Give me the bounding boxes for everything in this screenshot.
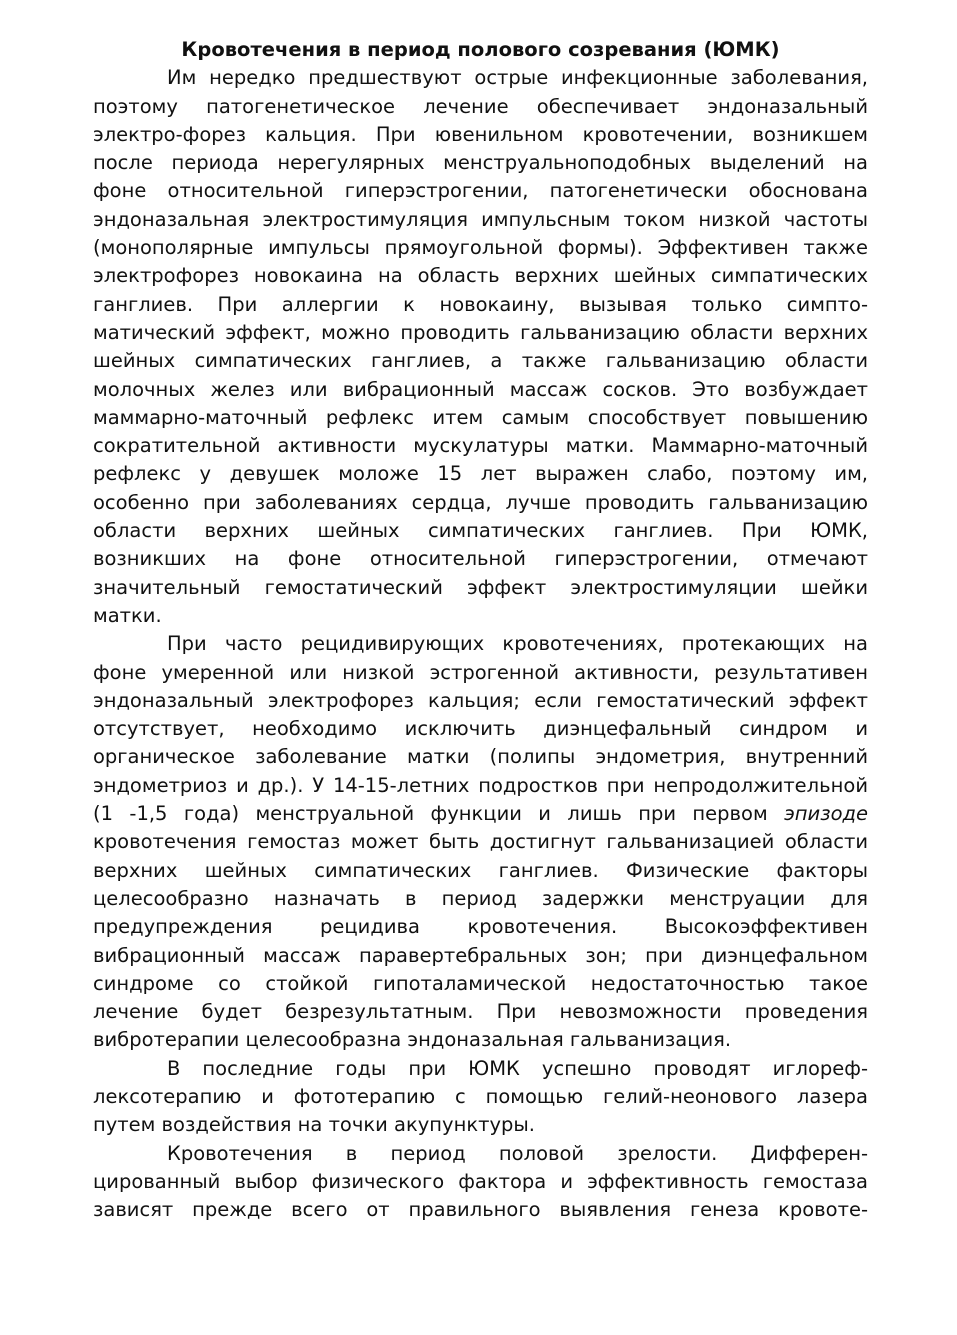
text-fragment: (1 -1,5 года) менструальной функции и лишь при первом bbox=[93, 802, 768, 826]
text-line: ганглиев. При аллергии к новокаину, вызывая только симпто- bbox=[93, 292, 868, 316]
text-line: особенно при заболеваниях сердца, лучше проводить гальванизацию bbox=[93, 490, 868, 514]
text-line: электрофорез новокаина на область верхних шейных симпатических bbox=[93, 264, 868, 288]
text-line: матический эффект, можно проводить гальванизацию области верхних bbox=[93, 320, 868, 344]
text-line: поэтому патогенетическое лечение обеспечивает эндоназальный bbox=[93, 94, 868, 118]
paragraph-2 bbox=[93, 630, 868, 1054]
text-line: фоне относительной гиперэстрогении, патогенетически обоснована bbox=[93, 179, 868, 203]
text-line: области верхних шейных симпатических ганглиев. При ЮМК, bbox=[93, 519, 868, 543]
text-line: эндоназальная электростимуляция импульсным током низкой частоты bbox=[93, 207, 868, 231]
text-line: рефлекс у девушек моложе 15 лет выражен слабо, поэтому им, bbox=[93, 462, 868, 486]
text-line: синдроме со стойкой гипоталамической недостаточностью такое bbox=[93, 971, 868, 995]
text-line: В последние годы при ЮМК успешно проводят иглореф- bbox=[167, 1056, 868, 1080]
paragraph-3 bbox=[93, 1055, 868, 1140]
text-line: Им нередко предшествуют острые инфекционные заболевания, bbox=[167, 66, 868, 90]
section-title: Кровотечения в период полового созревания (ЮМК) bbox=[181, 38, 780, 61]
text-line: кровотечения гемостаз может быть достигнут гальванизацией области bbox=[93, 830, 868, 854]
text-line: органическое заболевание матки (полипы эндометрия, внутренний bbox=[93, 745, 868, 769]
text-line: При часто рецидивирующих кровотечениях, протекающих на bbox=[167, 632, 868, 656]
text-line: цированный выбор физического фактора и эффективность гемостаза bbox=[93, 1169, 868, 1193]
text-line: верхних шейных симпатических ганглиев. Физические факторы bbox=[93, 858, 868, 882]
text-line: молочных желез или вибрационный массаж сосков. Это возбуждает bbox=[93, 377, 868, 401]
text-line: зависят прежде всего от правильного выявления генеза кровоте- bbox=[93, 1198, 868, 1222]
text-line: лечение будет безрезультатным. При невозможности проведения bbox=[93, 1000, 868, 1024]
text-line: вибрационный массаж паравертебральных зон; при диэнцефальном bbox=[93, 943, 868, 967]
text-line: (монополярные импульсы прямоугольной формы). Эффективен также bbox=[93, 236, 868, 260]
text-line: лексотерапию и фототерапию с помощью гелий-неонового лазера bbox=[93, 1084, 868, 1108]
text-line: значительный гемостатический эффект электростимуляции шейки bbox=[93, 575, 868, 599]
text-line: целесообразно назначать в период задержки менструации для bbox=[93, 886, 868, 910]
text-line: предупреждения рецидива кровотечения. Высокоэффективен bbox=[93, 915, 868, 939]
text-line: Кровотечения в период половой зрелости. Дифферен- bbox=[167, 1141, 868, 1165]
paragraph-4 bbox=[93, 1140, 868, 1225]
text-line: сократительной активности мускулатуры матки. Маммарно-маточный bbox=[93, 434, 868, 458]
text-line: путем воздействия на точки акупунктуры. bbox=[93, 1113, 535, 1137]
text-line: матки. bbox=[93, 603, 162, 627]
text-line: электро-форез кальция. При ювенильном кровотечении, возникшем bbox=[93, 122, 868, 146]
text-block bbox=[93, 36, 868, 1224]
text-line: маммарно-маточный рефлекс итем самым способствует повышению bbox=[93, 405, 868, 429]
text-line-with-emphasis bbox=[93, 800, 868, 828]
text-line: после периода нерегулярных менструальноподобных выделений на bbox=[93, 151, 868, 175]
paragraph-1 bbox=[93, 64, 868, 630]
text-line: эндометриоз и др.). У 14-15-летних подростков при непродолжительной bbox=[93, 773, 868, 797]
text-line: эндоназальный электрофорез кальция; если гемостатический эффект bbox=[93, 688, 868, 712]
text-line: вибротерапии целесообразна эндоназальная гальванизация. bbox=[93, 1028, 732, 1052]
text-line: фоне умеренной или низкой эстрогенной активности, результативен bbox=[93, 660, 868, 684]
emphasis-word: эпизоде bbox=[784, 802, 868, 826]
text-line: возникших на фоне относительной гиперэстрогении, отмечают bbox=[93, 547, 868, 571]
text-line: отсутствует, необходимо исключить диэнцефальный синдром и bbox=[93, 717, 868, 741]
text-line: шейных симпатических ганглиев, а также гальванизацию области bbox=[93, 349, 868, 373]
